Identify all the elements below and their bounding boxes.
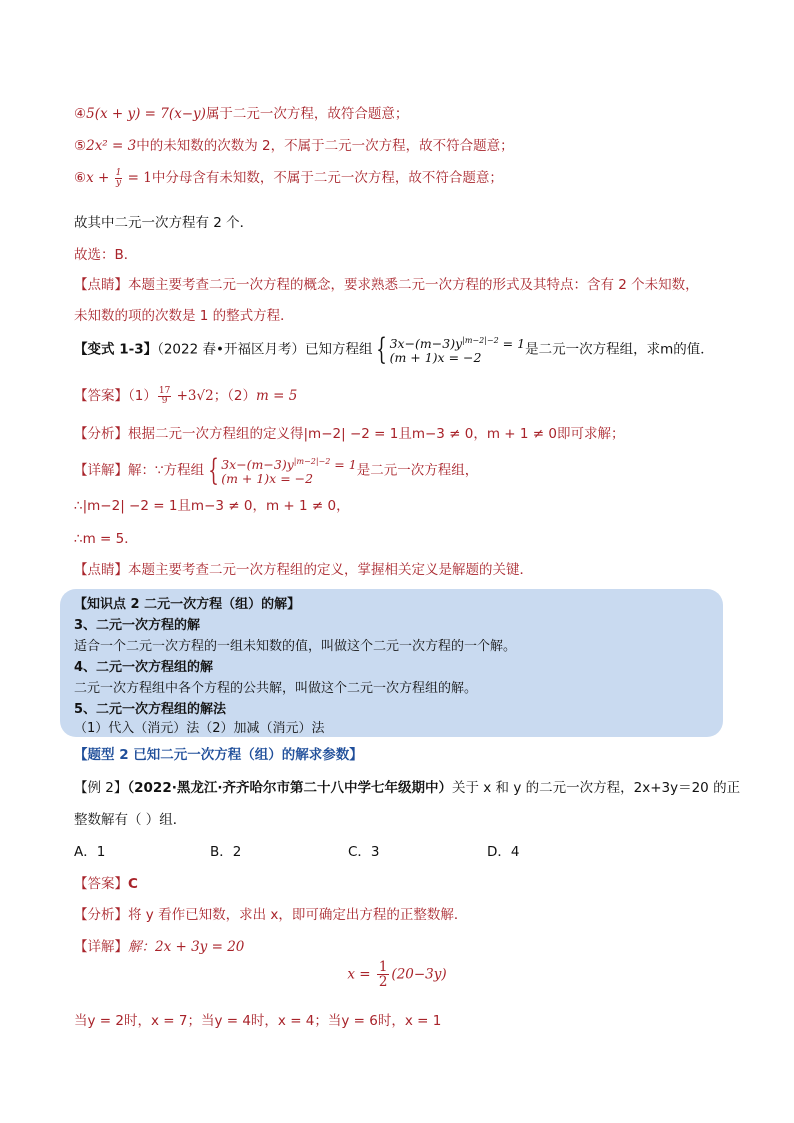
topic-heading: 【题型 2 已知二元一次方程（组）的解求参数】: [74, 747, 363, 763]
comment-1-line2: 未知数的项的次数是 1 的整式方程．: [74, 308, 294, 324]
detail-prefix: 解：∵方程组: [128, 462, 205, 479]
analysis-2: [74, 903, 467, 923]
conclusion: 故其中二元一次方程有 2 个．: [74, 215, 254, 231]
detail-2: [74, 935, 244, 955]
option-d: D．4: [487, 844, 520, 860]
answer-part2: m = 5: [256, 388, 298, 404]
variant-tag: 【变式 1-3】: [74, 341, 158, 358]
formula-fraction: [377, 960, 390, 989]
knowledge-box: [60, 589, 723, 737]
detail-2-text: 解：2x + 3y = 20: [128, 939, 245, 955]
left-brace-icon: {: [376, 331, 388, 367]
comment-1-tag: 【点睛】: [74, 277, 128, 293]
analysis-2-tag: 【分析】: [74, 907, 128, 923]
system2-eq1-lhs: 3x−(m−3)y: [221, 457, 294, 473]
answer: [74, 384, 297, 406]
example-line2: 整数解有（ ）组．: [74, 812, 187, 828]
comment-2: [74, 558, 533, 578]
knowledge-h4: 4、二元一次方程组的解: [74, 660, 214, 675]
answer-tag: 【答案】: [74, 388, 128, 404]
item-5: [74, 134, 514, 154]
analysis-tag: 【分析】: [74, 426, 128, 442]
circle-5: ⑤: [74, 138, 87, 154]
answer-part1-label: （1）: [128, 388, 157, 404]
answer-fraction: [158, 387, 171, 406]
answer-fraction-den: 9: [161, 395, 168, 406]
comment-2-tag: 【点睛】: [74, 562, 128, 578]
left-brace-icon: {: [208, 452, 219, 488]
option-a: A．1: [74, 844, 106, 860]
analysis-2-text: 将 y 看作已知数，求出 x，即可确定出方程的正整数解．: [128, 907, 468, 923]
detail-tag: 【详解】: [74, 462, 128, 479]
analysis: [74, 422, 624, 442]
option-b: B．2: [210, 844, 242, 860]
equation-5: 2x² = 3: [86, 138, 137, 154]
variant-intro: 已知方程组: [304, 341, 373, 358]
example-2: [74, 776, 740, 796]
equation-4: 5(x + y) = 7(x−y): [86, 106, 206, 122]
system2-eq1: [221, 455, 357, 472]
circle-6: ⑥: [74, 170, 87, 186]
knowledge-t4: 二元一次方程组中各个方程的公共解，叫做这个二元一次方程组的解。: [74, 681, 478, 696]
knowledge-h5: 5、二元一次方程组的解法: [74, 702, 227, 717]
equation-6-fraction: [115, 169, 123, 188]
system2-eq2: (m + 1)x = −2: [221, 471, 314, 487]
detail: [74, 452, 479, 488]
knowledge-t5: （1）代入（消元）法（2）加减（消元）法: [74, 721, 325, 736]
equation-system-2: [221, 455, 357, 486]
answer-2: [74, 872, 138, 892]
equation-system: [390, 334, 526, 365]
option-c: C．3: [348, 844, 380, 860]
detail-line2: ∴|m−2| −2 = 1且m−3 ≠ 0，m + 1 ≠ 0，: [74, 498, 350, 514]
formula-den: 2: [378, 974, 388, 991]
comment-1: [74, 273, 699, 293]
detail-2-tag: 【详解】: [74, 939, 128, 955]
knowledge-t3: 适合一个二元一次方程的一组未知数的值，叫做这个二元一次方程的一个解。: [74, 639, 517, 654]
choice: 故选：B．: [74, 247, 138, 263]
answer-2-tag: 【答案】: [74, 876, 128, 892]
system2-eq1-rhs: = 1: [330, 457, 357, 473]
example-source: （2022·黑龙江·齐齐哈尔市第二十八中学七年级期中）: [127, 780, 452, 796]
example-tag: 【例 2】: [74, 780, 128, 796]
answer-fraction-num: 17: [158, 385, 171, 396]
variant-question: [74, 331, 714, 367]
system2-eq1-exponent: |m−2|−2: [293, 457, 331, 466]
example-line1: 关于 x 和 y 的二元一次方程，2x+3y＝20 的正: [451, 780, 741, 796]
item-4: [74, 102, 408, 122]
fraction-numerator: 1: [115, 167, 122, 178]
answer-2-text: C: [128, 876, 138, 892]
formula-num: 1: [378, 959, 388, 975]
formula-line: [0, 960, 794, 989]
fraction-denominator: y: [115, 177, 122, 188]
system-eq1-rhs: = 1: [498, 336, 526, 352]
detail-line3: ∴m = 5．: [74, 531, 138, 547]
knowledge-title: 【知识点 2 二元一次方程（组）的解】: [74, 597, 301, 612]
variant-source: （2022 春•开福区月考）: [157, 341, 305, 358]
formula-rest: (20−3y): [391, 966, 447, 983]
answer-separator: ；（2）: [213, 388, 257, 404]
circle-4: ④: [74, 106, 87, 122]
system-eq2: (m + 1)x = −2: [389, 350, 482, 366]
system-eq1: [390, 334, 526, 351]
system-eq1-exponent: |m−2|−2: [462, 336, 499, 345]
item-6: [74, 166, 503, 188]
answer-part1-rest: +3√2: [172, 388, 214, 404]
comment-1-line1: 本题主要考查二元一次方程的概念，要求熟悉二元一次方程的形式及其特点：含有 2 个未知数，: [128, 277, 699, 293]
system-eq1-lhs: 3x−(m−3)y: [389, 336, 463, 352]
item-6-text: 中分母含有未知数，不属于二元一次方程，故不符合题意；: [151, 170, 503, 186]
comment-2-text: 本题主要考查二元一次方程组的定义，掌握相关定义是解题的关键．: [128, 562, 533, 578]
formula-lhs: x =: [347, 966, 375, 983]
variant-question-text: 是二元一次方程组，求m的值．: [525, 341, 714, 358]
analysis-text: 根据二元一次方程组的定义得|m−2| −2 = 1且m−3 ≠ 0，m + 1 ≠ 0即可求解；: [128, 426, 625, 442]
knowledge-h3: 3、二元一次方程的解: [74, 618, 201, 633]
detail-2-last: 当y = 2时，x = 7；当y = 4时，x = 4；当y = 6时，x = 1: [74, 1013, 442, 1029]
detail-suffix: 是二元一次方程组，: [356, 462, 479, 479]
equation-6-rhs: = 1: [123, 170, 152, 186]
item-5-text: 中的未知数的次数为 2，不属于二元一次方程，故不符合题意；: [136, 138, 514, 154]
equation-6-x: x +: [86, 170, 114, 186]
item-4-text: 属于二元一次方程，故符合题意；: [205, 106, 409, 122]
